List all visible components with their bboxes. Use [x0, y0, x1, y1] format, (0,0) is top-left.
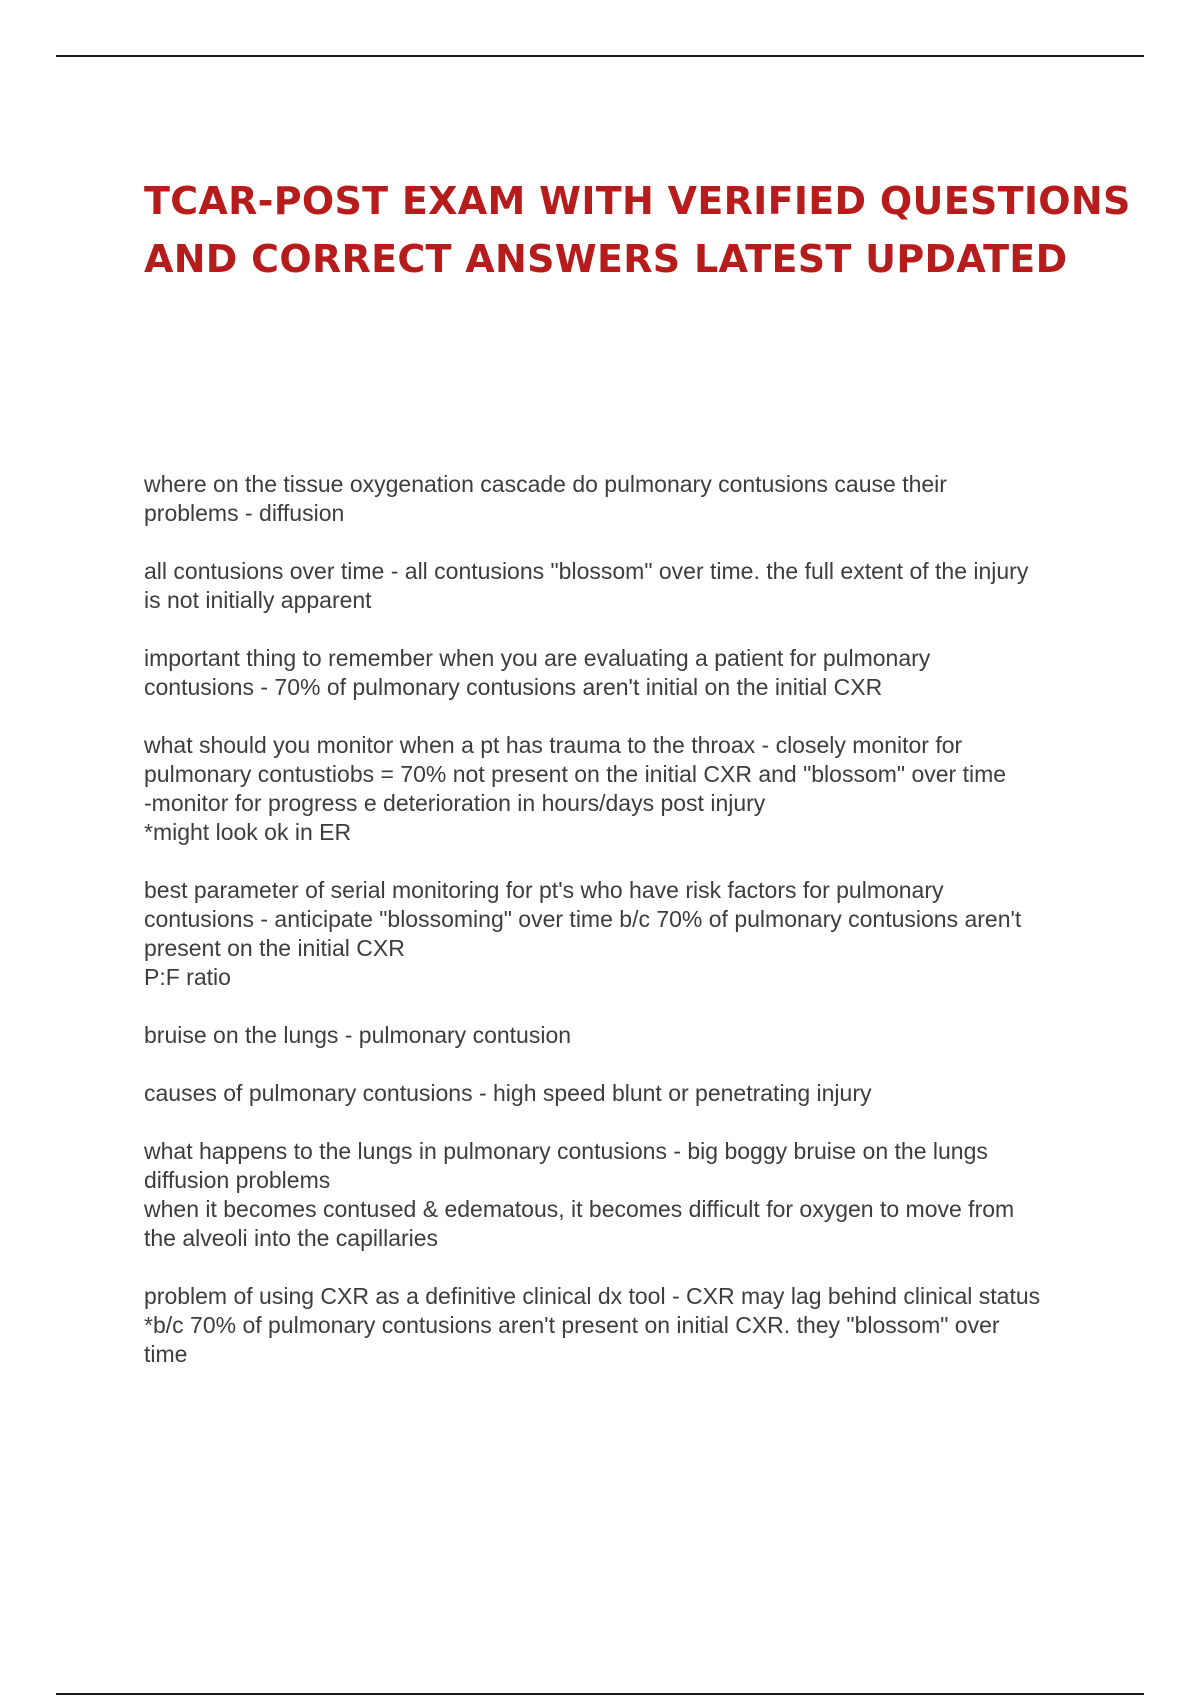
qa-line: all contusions over time - all contusions "blossom" over time. the full extent of the injury — [144, 558, 1029, 584]
bottom-rule — [56, 1693, 1144, 1695]
qa-line: the alveoli into the capillaries — [144, 1225, 439, 1251]
qa-line: time — [144, 1341, 188, 1367]
qa-item — [144, 470, 1104, 528]
qa-line: best parameter of serial monitoring for pt's who have risk factors for pulmonary — [144, 877, 944, 903]
qa-line: pulmonary contustiobs = 70% not present on the initial CXR and "blossom" over time — [144, 761, 1007, 787]
qa-line: diffusion problems — [144, 1167, 331, 1193]
qa-line: is not initially apparent — [144, 587, 372, 613]
qa-line: bruise on the lungs - pulmonary contusion — [144, 1022, 572, 1048]
qa-item — [144, 1137, 1104, 1253]
qa-item — [144, 644, 1104, 702]
qa-item — [144, 876, 1104, 992]
qa-line: what should you monitor when a pt has trauma to the throax - closely monitor for — [144, 732, 963, 758]
title-line: TCAR-POST EXAM WITH VERIFIED QUESTIONS — [144, 179, 1131, 223]
qa-line: important thing to remember when you are evaluating a patient for pulmonary — [144, 645, 931, 671]
qa-item — [144, 557, 1104, 615]
qa-list — [144, 470, 1104, 1398]
qa-line: where on the tissue oxygenation cascade do pulmonary contusions cause their — [144, 471, 947, 497]
qa-item — [144, 1021, 1104, 1050]
document-title — [144, 172, 1131, 288]
qa-line: *might look ok in ER — [144, 819, 352, 845]
qa-item — [144, 1079, 1104, 1108]
qa-line: *b/c 70% of pulmonary contusions aren't present on initial CXR. they "blossom" over — [144, 1312, 1000, 1338]
qa-line: problems - diffusion — [144, 500, 345, 526]
title-line: AND CORRECT ANSWERS LATEST UPDATED — [144, 237, 1068, 281]
qa-item — [144, 1282, 1104, 1369]
qa-line: problem of using CXR as a definitive clinical dx tool - CXR may lag behind clinical status — [144, 1283, 1041, 1309]
qa-line: when it becomes contused & edematous, it becomes difficult for oxygen to move from — [144, 1196, 1015, 1222]
qa-line: P:F ratio — [144, 964, 231, 990]
qa-line: present on the initial CXR — [144, 935, 405, 961]
top-rule — [56, 55, 1144, 57]
qa-item — [144, 731, 1104, 847]
qa-line: -monitor for progress e deterioration in hours/days post injury — [144, 790, 766, 816]
qa-line: contusions - anticipate "blossoming" over time b/c 70% of pulmonary contusions aren't — [144, 906, 1022, 932]
qa-line: contusions - 70% of pulmonary contusions aren't initial on the initial CXR — [144, 674, 883, 700]
qa-line: what happens to the lungs in pulmonary contusions - big boggy bruise on the lungs — [144, 1138, 988, 1164]
qa-line: causes of pulmonary contusions - high speed blunt or penetrating injury — [144, 1080, 872, 1106]
